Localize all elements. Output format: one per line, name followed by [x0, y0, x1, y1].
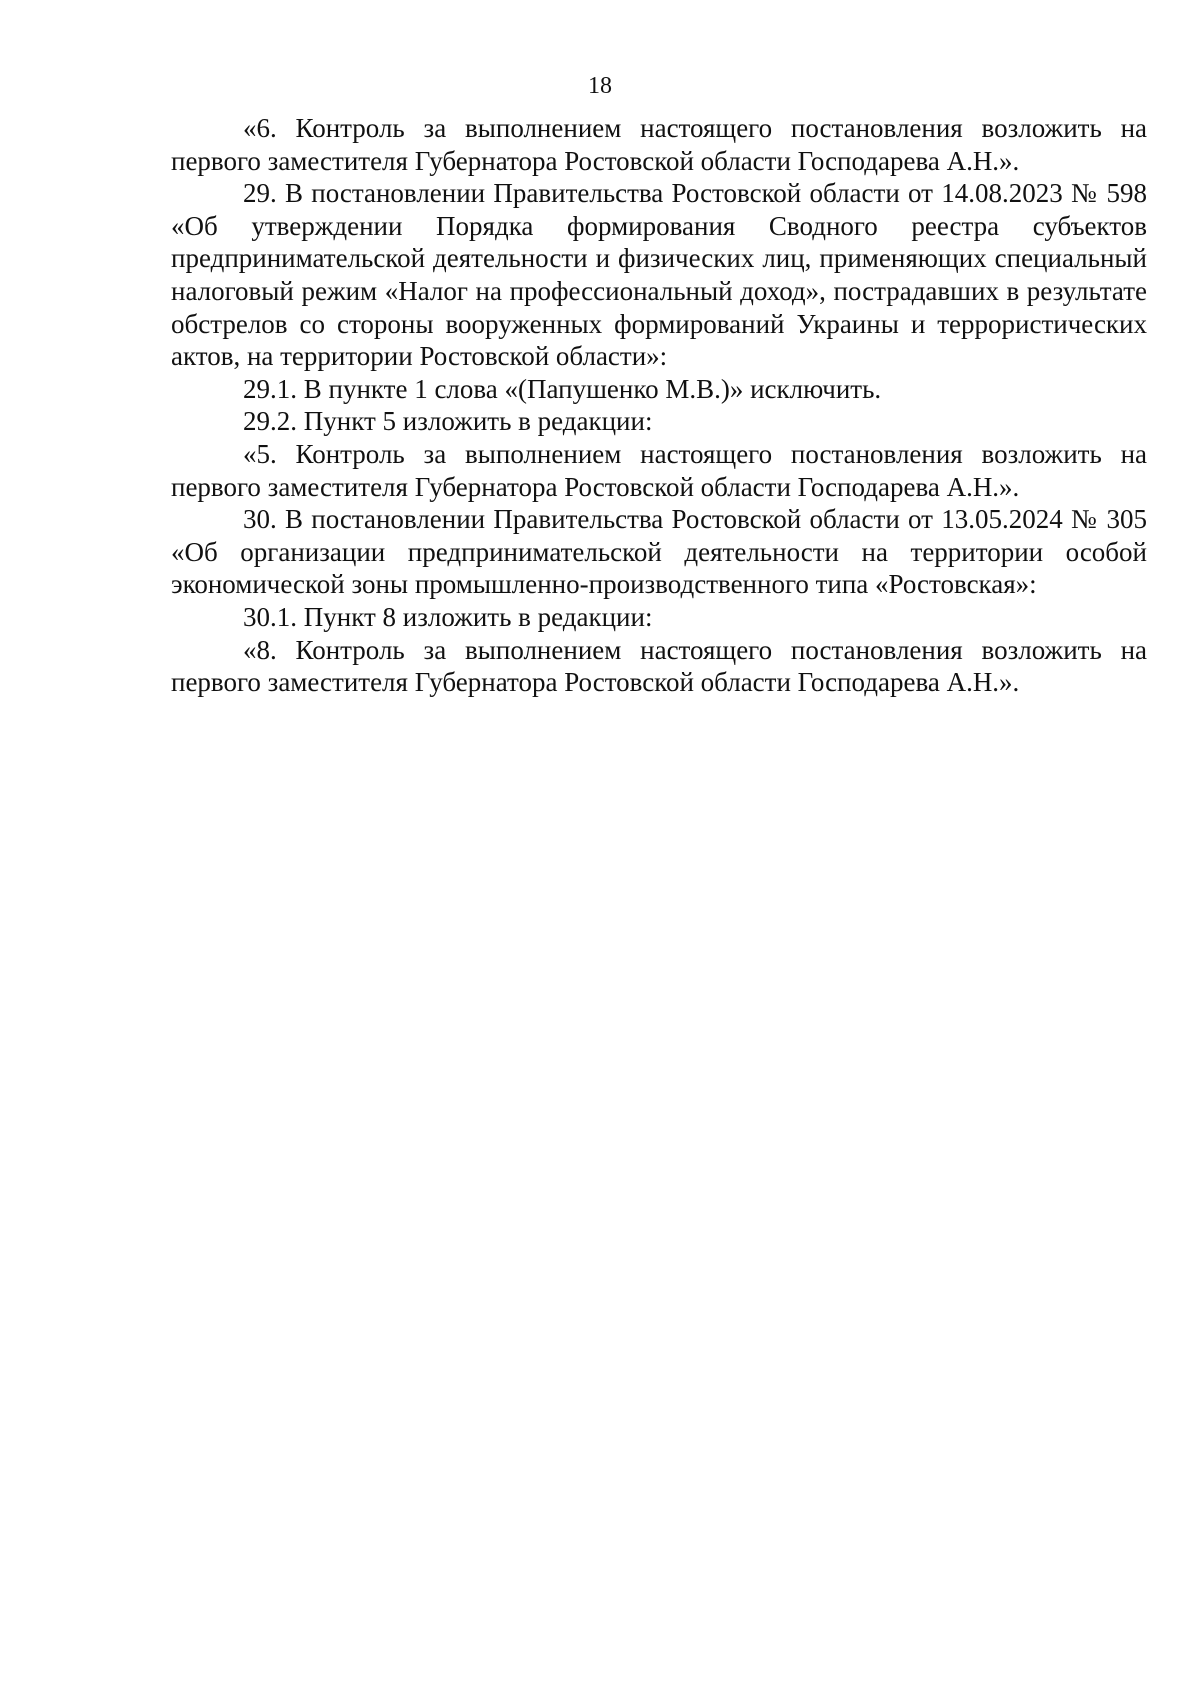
paragraph-30-resolution-305: 30. В постановлении Правительства Ростовской области от 13.05.2024 № 305 «Об организации предпринимательской деятельности на территории особой экономической зоны промышленно-производственного типа «Ростовская»:: [171, 504, 1147, 600]
document-body: [171, 112, 1147, 699]
paragraph-item-6-control: «6. Контроль за выполнением настоящего постановления возложить на первого заместителя Губернатора Ростовской области Господарева А.Н.».: [171, 113, 1147, 176]
paragraph-29-resolution-598: 29. В постановлении Правительства Ростовской области от 14.08.2023 № 598 «Об утверждении Порядка формирования Сводного реестра субъектов предпринимательской деятельности и физических лиц, применяющих специальный налоговый режим «Налог на профессиональный доход», пострадавших в результате обстрелов со стороны вооруженных формирований Украины и террористических актов, на территории Ростовской области»:: [171, 178, 1147, 372]
paragraph-30-1: 30.1. Пункт 8 изложить в редакции:: [243, 601, 653, 632]
paragraph-29-2: 29.2. Пункт 5 изложить в редакции:: [243, 406, 653, 437]
paragraph-item-8-control: «8. Контроль за выполнением настоящего постановления возложить на первого заместителя Губернатора Ростовской области Господарева А.Н.».: [171, 634, 1147, 698]
page-number: 18: [588, 73, 612, 99]
paragraph-item-5-control: «5. Контроль за выполнением настоящего постановления возложить на первого заместителя Губернатора Ростовской области Господарева А.Н.».: [171, 438, 1147, 502]
paragraph-29-1: 29.1. В пункте 1 слова «(Папушенко М.В.)» исключить.: [243, 373, 882, 404]
